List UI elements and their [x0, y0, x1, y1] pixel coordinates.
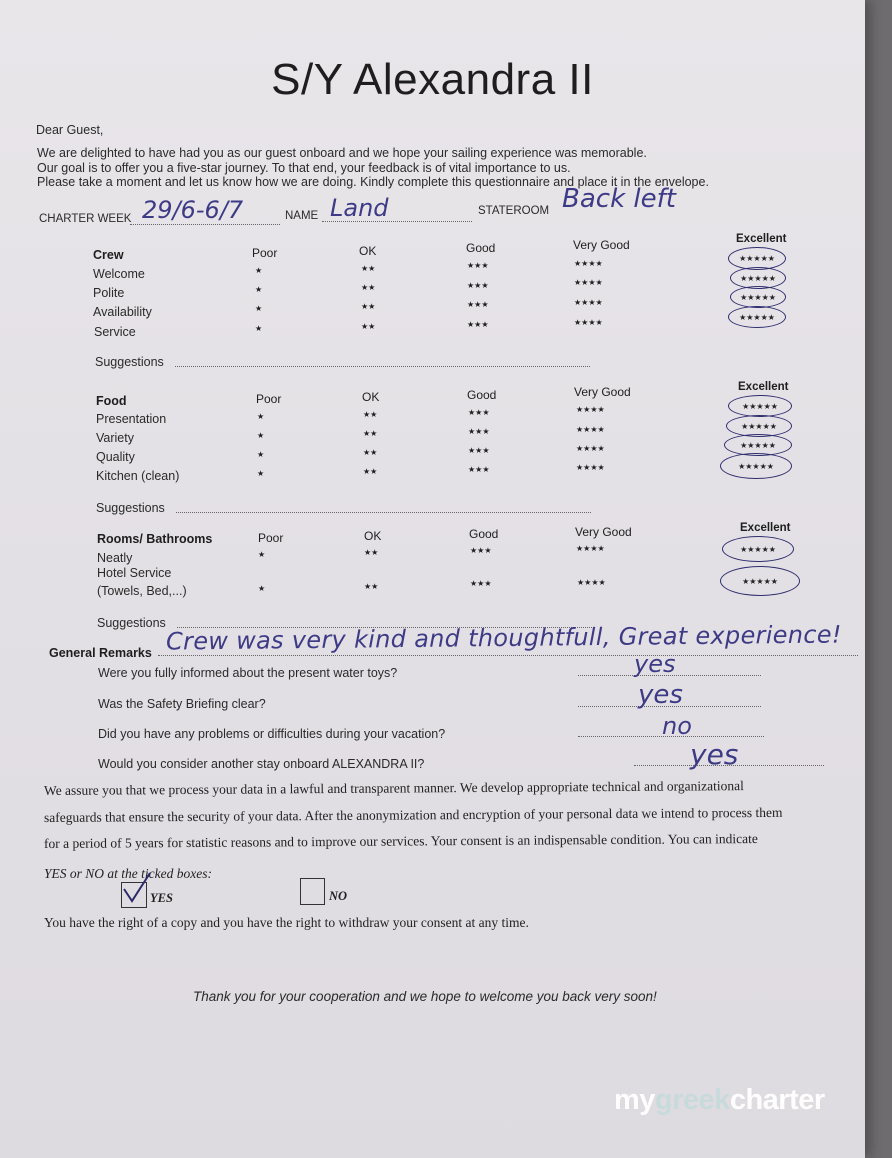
crew-col-good: Good: [466, 241, 496, 255]
crew-col-ok: OK: [359, 244, 377, 258]
answer-safety-briefing[interactable]: yes: [638, 680, 683, 710]
food-quality-excellent-circled[interactable]: ★★★★★: [724, 434, 792, 456]
general-remarks-value[interactable]: Crew was very kind and thoughtfull, Great experience!: [165, 620, 842, 656]
star-ok[interactable]: ★★: [363, 467, 378, 476]
star-ok[interactable]: ★★: [361, 283, 376, 292]
rooms-item-towels-bed: (Towels, Bed,...): [97, 584, 187, 598]
food-variety-excellent-circled[interactable]: ★★★★★: [726, 415, 792, 437]
crew-polite-excellent-circled[interactable]: ★★★★★: [730, 267, 786, 289]
general-remarks-label: General Remarks: [49, 646, 152, 660]
crew-suggestions-label: Suggestions: [95, 355, 164, 369]
food-suggestions-label: Suggestions: [96, 501, 165, 515]
star-poor[interactable]: ★: [257, 431, 265, 440]
star-good[interactable]: ★★★: [467, 261, 489, 270]
star-good[interactable]: ★★★: [467, 300, 489, 309]
star-ok[interactable]: ★★: [363, 448, 378, 457]
star-poor[interactable]: ★: [255, 266, 263, 275]
star-very-good[interactable]: ★★★★: [574, 318, 603, 327]
star-ok[interactable]: ★★: [363, 410, 378, 419]
star-very-good[interactable]: ★★★★: [576, 405, 605, 414]
rooms-neatly-excellent-circled[interactable]: ★★★★★: [722, 536, 794, 562]
crew-suggestions-line[interactable]: [175, 366, 590, 367]
privacy-rights: You have the right of a copy and you have the right to withdraw your consent at any time.: [44, 915, 529, 930]
food-suggestions-line[interactable]: [176, 512, 591, 513]
star-good[interactable]: ★★★: [468, 446, 490, 455]
star-ok[interactable]: ★★: [361, 322, 376, 331]
crew-availability-excellent-circled[interactable]: ★★★★★: [730, 286, 786, 308]
food-col-good: Good: [467, 388, 497, 402]
watermark-part-2: greek: [654, 1084, 730, 1116]
food-presentation-excellent-circled[interactable]: ★★★★★: [728, 395, 792, 417]
charter-week-label: CHARTER WEEK: [39, 213, 132, 225]
food-col-poor: Poor: [256, 392, 282, 406]
consent-yes-checkbox[interactable]: [121, 882, 147, 908]
question-problems: Did you have any problems or difficulties during your vacation?: [98, 727, 446, 741]
star-ok[interactable]: ★★: [361, 302, 376, 311]
star-poor[interactable]: ★: [257, 469, 265, 478]
intro-line-3: Please take a moment and let us know how we are doing. Kindly complete this questionnaire and place it in the envelope.: [37, 175, 709, 189]
star-good[interactable]: ★★★: [468, 427, 490, 436]
crew-service-excellent-circled[interactable]: ★★★★★: [728, 306, 786, 328]
star-poor[interactable]: ★: [255, 324, 263, 333]
food-item-quality: Quality: [96, 450, 135, 464]
rooms-col-very-good: Very Good: [575, 525, 632, 539]
consent-no-checkbox[interactable]: [300, 878, 325, 905]
star-ok[interactable]: ★★: [361, 264, 376, 273]
watermark-logo: [614, 1084, 825, 1117]
food-col-excellent: Excellent: [738, 381, 789, 393]
intro-line-1: We are delighted to have had you as our guest onboard and we hope your sailing experience was memorable.: [37, 146, 647, 160]
food-kitchen-excellent-circled[interactable]: ★★★★★: [720, 453, 792, 479]
question-water-toys: Were you fully informed about the present water toys?: [98, 666, 398, 680]
rooms-item-hotel-service: Hotel Service: [97, 566, 172, 580]
crew-heading: Crew: [93, 248, 124, 262]
crew-item-service: Service: [94, 325, 136, 339]
crew-col-very-good: Very Good: [573, 238, 630, 252]
star-poor[interactable]: ★: [255, 304, 263, 313]
star-poor[interactable]: ★: [257, 450, 265, 459]
star-good[interactable]: ★★★: [467, 320, 489, 329]
stateroom-value[interactable]: Back left: [562, 184, 676, 214]
question-safety-briefing: Was the Safety Briefing clear?: [98, 697, 266, 711]
star-good[interactable]: ★★★: [470, 579, 492, 588]
star-poor[interactable]: ★: [257, 412, 265, 421]
rooms-col-excellent: Excellent: [740, 522, 791, 534]
privacy-line-2: safeguards that ensure the security of your data. After the anonymization and encryption of your personal data we intend to process them: [43, 804, 783, 825]
intro-line-2: Our goal is to offer you a five-star journey. To that end, your feedback is of vital importance to us.: [37, 161, 571, 175]
charter-week-value[interactable]: 29/6-6/7: [142, 196, 244, 224]
crew-welcome-excellent-circled[interactable]: ★★★★★: [728, 247, 786, 270]
crew-item-polite: Polite: [93, 286, 125, 300]
star-very-good[interactable]: ★★★★: [576, 463, 605, 472]
star-very-good[interactable]: ★★★★: [574, 298, 603, 307]
star-very-good[interactable]: ★★★★: [576, 544, 605, 553]
star-very-good[interactable]: ★★★★: [574, 259, 603, 268]
crew-item-welcome: Welcome: [93, 267, 145, 281]
rooms-hotel-service-excellent-circled[interactable]: ★★★★★: [720, 566, 800, 596]
star-ok[interactable]: ★★: [364, 582, 379, 591]
star-good[interactable]: ★★★: [468, 465, 490, 474]
watermark-part-3: charter: [729, 1084, 825, 1116]
form-title: S/Y Alexandra II: [271, 55, 594, 104]
star-good[interactable]: ★★★: [470, 546, 492, 555]
food-heading: Food: [96, 394, 127, 408]
food-col-ok: OK: [362, 390, 380, 404]
star-poor[interactable]: ★: [258, 584, 266, 593]
consent-no-label: NO: [329, 889, 348, 903]
rooms-item-neatly: Neatly: [97, 551, 133, 565]
privacy-line-3: for a period of 5 years for statistic reasons and to improve our services. Your consent is an indispensable condition. You can indicate: [43, 831, 758, 851]
food-item-presentation: Presentation: [96, 412, 167, 426]
rooms-heading: Rooms/ Bathrooms: [97, 532, 213, 546]
name-label: NAME: [285, 210, 319, 222]
stateroom-label: STATEROOM: [478, 205, 550, 217]
rooms-suggestions-label: Suggestions: [97, 616, 166, 630]
food-item-kitchen: Kitchen (clean): [96, 469, 180, 483]
star-good[interactable]: ★★★: [468, 408, 490, 417]
crew-col-poor: Poor: [252, 246, 278, 260]
star-good[interactable]: ★★★: [467, 281, 489, 290]
closing-message: Thank you for your cooperation and we hope to welcome you back very soon!: [193, 989, 657, 1004]
greeting: Dear Guest,: [36, 123, 104, 137]
rooms-col-poor: Poor: [258, 531, 284, 545]
crew-item-availability: Availability: [93, 305, 152, 319]
consent-yes-label: YES: [150, 891, 173, 905]
star-poor[interactable]: ★: [258, 550, 266, 559]
privacy-line-1: We assure you that we process your data in a lawful and transparent manner. We develop appropriate technical and organizational: [43, 778, 744, 798]
star-poor[interactable]: ★: [255, 285, 263, 294]
name-value[interactable]: Land: [330, 194, 389, 222]
food-item-variety: Variety: [96, 431, 134, 445]
rooms-col-ok: OK: [364, 529, 382, 543]
star-very-good[interactable]: ★★★★: [577, 578, 606, 587]
privacy-line-4: YES or NO at the ticked boxes:: [44, 866, 212, 881]
star-very-good[interactable]: ★★★★: [576, 425, 605, 434]
star-ok[interactable]: ★★: [364, 548, 379, 557]
watermark-part-1: my: [614, 1084, 655, 1116]
star-ok[interactable]: ★★: [363, 429, 378, 438]
crew-col-excellent: Excellent: [736, 233, 787, 245]
star-very-good[interactable]: ★★★★: [576, 444, 605, 453]
food-col-very-good: Very Good: [574, 385, 631, 399]
answer-problems[interactable]: no: [662, 712, 692, 740]
answer-water-toys[interactable]: yes: [634, 650, 676, 678]
question-another-stay: Would you consider another stay onboard ALEXANDRA II?: [98, 757, 425, 771]
rooms-col-good: Good: [469, 527, 499, 541]
star-very-good[interactable]: ★★★★: [574, 278, 603, 287]
answer-another-stay[interactable]: yes: [690, 738, 739, 771]
